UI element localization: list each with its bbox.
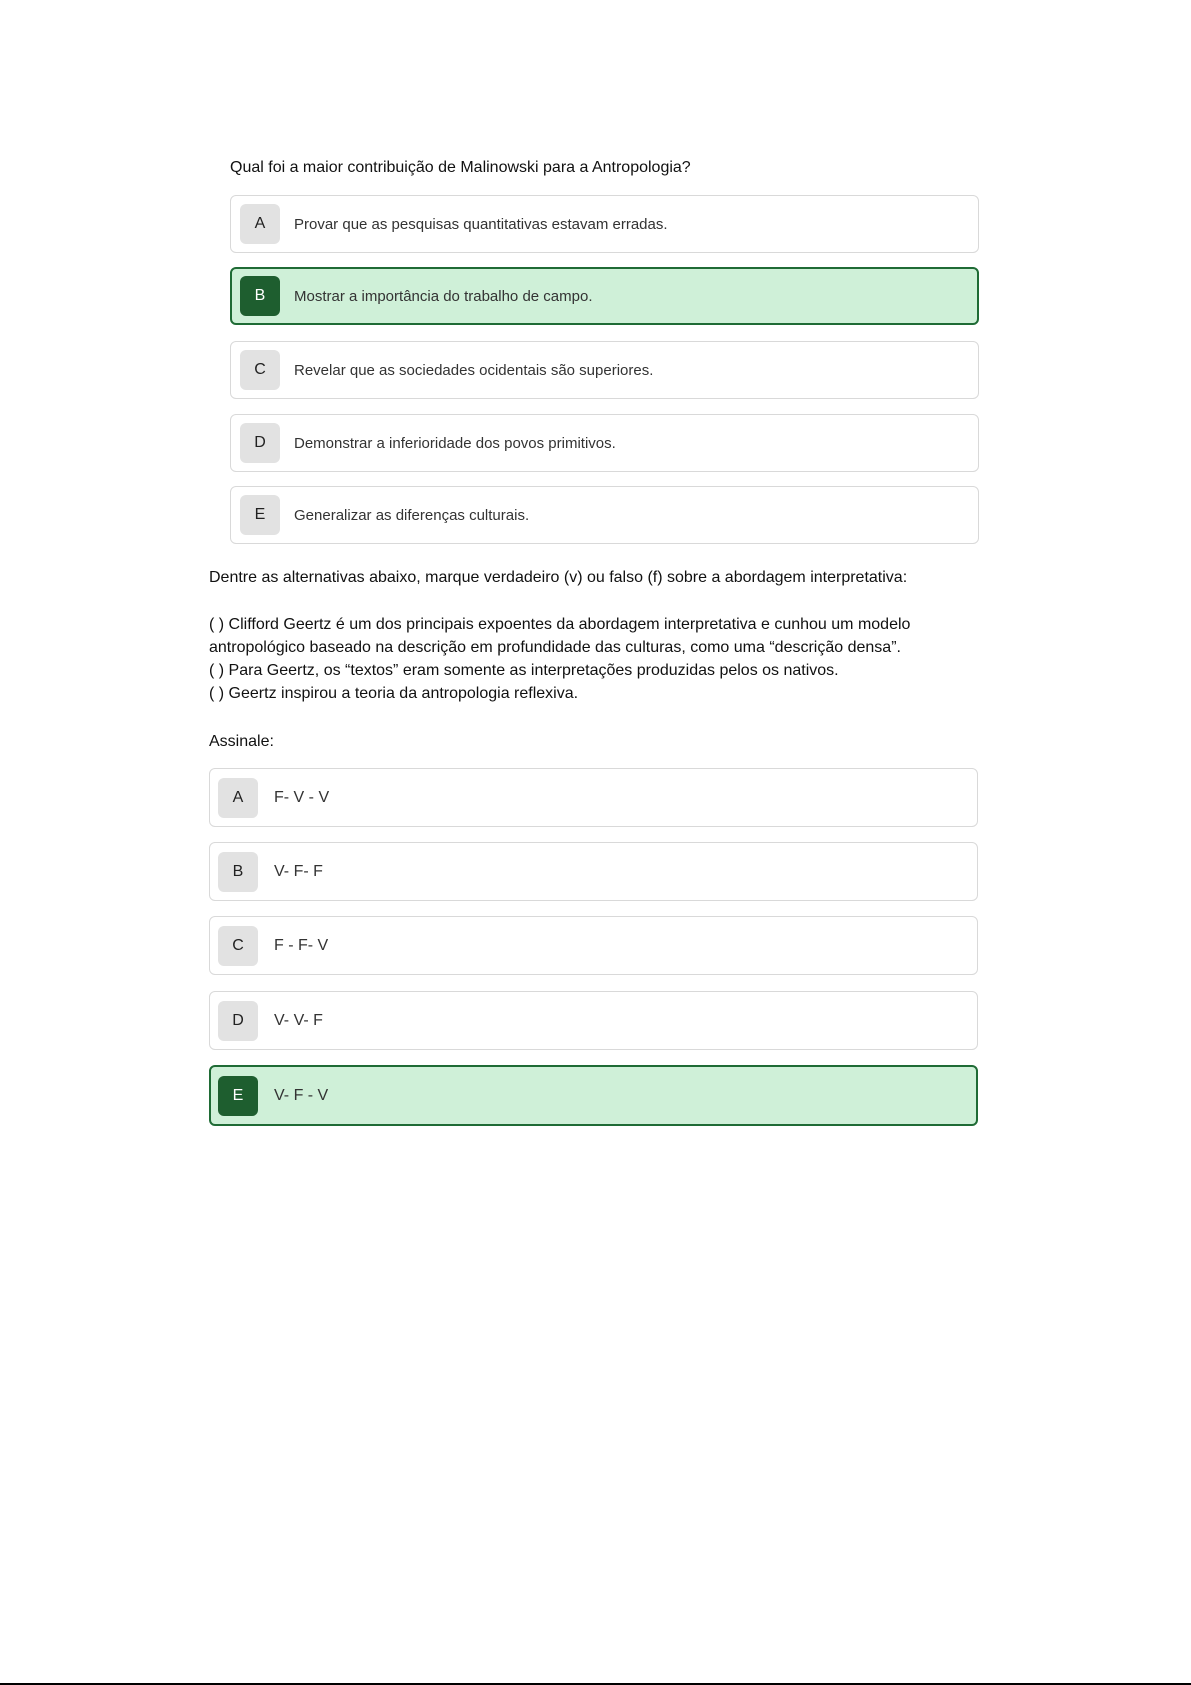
option-text: Revelar que as sociedades ocidentais são superiores.	[294, 361, 654, 379]
question-2-prompt: Dentre as alternativas abaixo, marque verdadeiro (v) ou falso (f) sobre a abordagem interpretativa:	[209, 569, 908, 586]
option-letter-badge: B	[218, 852, 258, 892]
option-letter-badge: A	[240, 204, 280, 244]
question-2-option-d[interactable]	[209, 991, 978, 1050]
question-1-option-a[interactable]	[230, 195, 979, 253]
question-2-instruction: Assinale:	[209, 733, 274, 750]
question-2-statements	[209, 613, 979, 705]
question-2-option-c[interactable]	[209, 916, 978, 975]
question-2-option-e-selected[interactable]	[209, 1065, 978, 1126]
question-1-option-d[interactable]	[230, 414, 979, 472]
option-letter-badge: C	[240, 350, 280, 390]
option-text: F - F- V	[274, 936, 329, 954]
option-text: Mostrar a importância do trabalho de campo.	[294, 287, 593, 305]
question-1-option-c[interactable]	[230, 341, 979, 399]
option-text: V- F - V	[274, 1086, 329, 1104]
option-letter-badge: B	[240, 276, 280, 316]
option-text: Generalizar as diferenças culturais.	[294, 506, 530, 524]
option-text: F- V - V	[274, 788, 330, 806]
option-text: V- F- F	[274, 862, 323, 880]
question-1-option-b-selected[interactable]	[230, 267, 979, 325]
question-1-option-e[interactable]	[230, 486, 979, 544]
statement-line: ( ) Clifford Geertz é um dos principais expoentes da abordagem interpretativa e cunhou um modelo	[209, 616, 911, 633]
option-letter-badge: E	[240, 495, 280, 535]
option-text: Provar que as pesquisas quantitativas estavam erradas.	[294, 215, 668, 233]
statement-line: ( ) Para Geertz, os “textos” eram somente as interpretações produzidas pelos os nativos.	[209, 662, 839, 679]
question-2-option-a[interactable]	[209, 768, 978, 827]
question-1-prompt: Qual foi a maior contribuição de Malinowski para a Antropologia?	[230, 159, 691, 176]
statement-line: antropológico baseado na descrição em profundidade das culturas, como uma “descrição densa”.	[209, 639, 901, 656]
option-letter-badge: C	[218, 926, 258, 966]
option-letter-badge: D	[240, 423, 280, 463]
statement-line: ( ) Geertz inspirou a teoria da antropologia reflexiva.	[209, 685, 579, 702]
option-letter-badge: D	[218, 1001, 258, 1041]
option-letter-badge: A	[218, 778, 258, 818]
option-letter-badge: E	[218, 1076, 258, 1116]
option-text: V- V- F	[274, 1011, 323, 1029]
question-2-option-b[interactable]	[209, 842, 978, 901]
option-text: Demonstrar a inferioridade dos povos primitivos.	[294, 434, 616, 452]
